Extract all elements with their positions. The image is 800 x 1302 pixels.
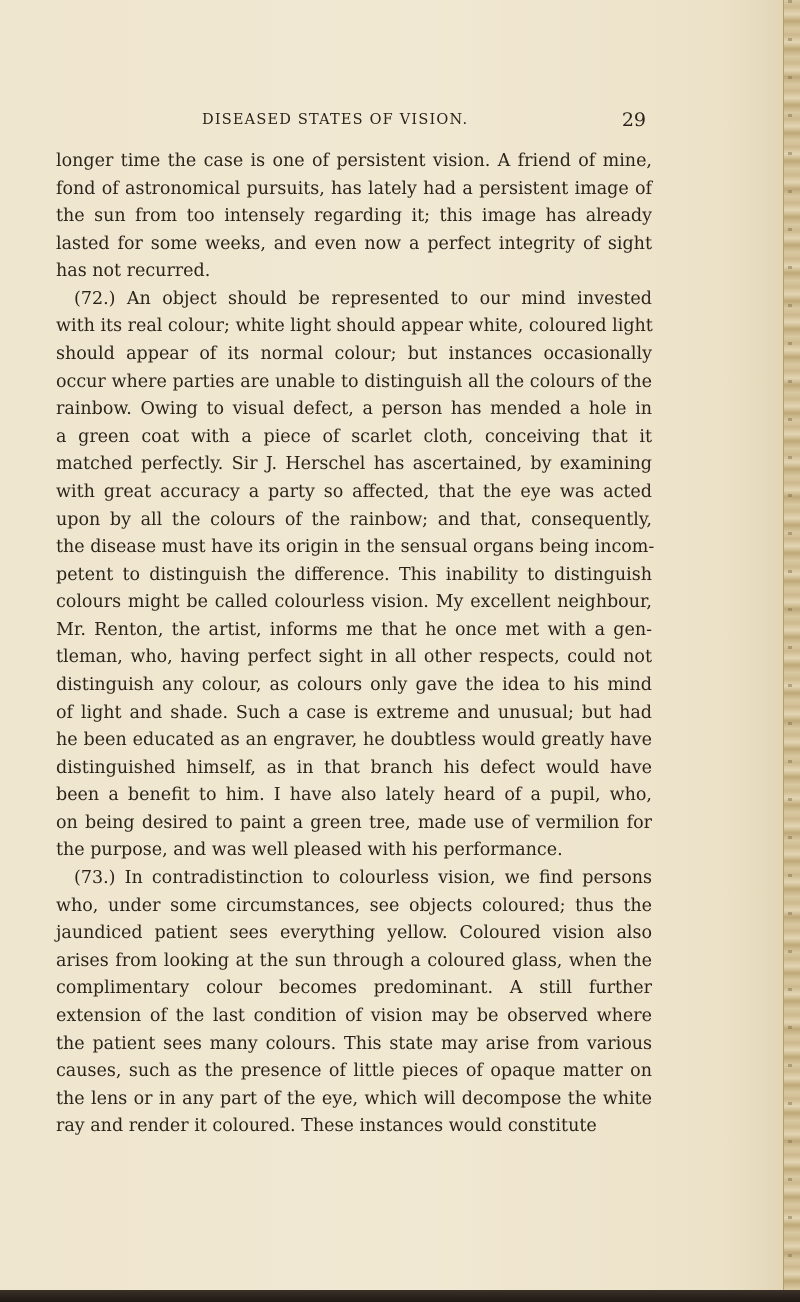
text-line: a green coat with a piece of scarlet cloth, conceiving that it <box>56 426 652 447</box>
text-line: he been educated as an engraver, he doubtless would greatly have <box>56 730 652 751</box>
page-number: 29 <box>621 109 646 131</box>
text-line: petent to distinguish the difference. This inability to distinguish <box>56 564 652 585</box>
text-line: fond of astronomical pursuits, has lately had a persistent image of <box>56 178 652 199</box>
text-line: distinguish any colour, as colours only gave the idea to his mind <box>56 674 652 695</box>
text-line: complimentary colour becomes predominant. A still further <box>56 978 652 999</box>
text-line: rainbow. Owing to visual defect, a person has mended a hole in <box>56 399 652 420</box>
text-line: Mr. Renton, the artist, informs me that he once met with a gen- <box>56 619 652 640</box>
text-line: with its real colour; white light should appear white, coloured light <box>56 316 653 337</box>
text-line: extension of the last condition of vision may be observed where <box>56 1005 652 1026</box>
paragraph-start-line: (73.) In contradistinction to colourless vision, we find persons <box>74 868 652 889</box>
text-line: who, under some circumstances, see objects coloured; thus the <box>56 895 652 916</box>
paragraph-start-line: (72.) An object should be represented to our mind invested <box>74 288 652 309</box>
text-line: colours might be called colourless vision. My excellent neighbour, <box>56 592 652 613</box>
text-line: lasted for some weeks, and even now a perfect integrity of sight <box>56 233 652 254</box>
text-line: of light and shade. Such a case is extreme and unusual; but had <box>56 702 652 723</box>
page-header <box>56 109 646 136</box>
text-line: tleman, who, having perfect sight in all other respects, could not <box>56 647 652 668</box>
text-line: distinguished himself, as in that branch his defect would have <box>56 757 652 778</box>
text-line: arises from looking at the sun through a coloured glass, when the <box>56 950 652 971</box>
text-line: the patient sees many colours. This state may arise from various <box>56 1033 652 1054</box>
text-line: with great accuracy a party so affected, that the eye was acted <box>56 481 652 502</box>
text-line: should appear of its normal colour; but instances occasionally <box>56 344 652 365</box>
text-line: longer time the case is one of persistent vision. A friend of mine, <box>56 151 652 171</box>
text-line: jaundiced patient sees everything yellow. Coloured vision also <box>56 923 652 944</box>
text-line: has not recurred. <box>56 261 211 282</box>
text-line: the lens or in any part of the eye, which will decompose the white <box>56 1088 652 1109</box>
bottom-shadow-band <box>0 1290 800 1302</box>
text-line: occur where parties are unable to distinguish all the colours of the <box>56 371 652 392</box>
text-line: the purpose, and was well pleased with his performance. <box>56 840 563 861</box>
text-line: ray and render it coloured. These instances would constitute <box>56 1116 597 1137</box>
page-edge-strip <box>783 0 800 1302</box>
text-line: the disease must have its origin in the sensual organs being incom- <box>56 537 655 558</box>
running-head: DISEASED STATES OF VISION. <box>202 112 469 128</box>
text-line: matched perfectly. Sir J. Herschel has ascertained, by examining <box>56 454 652 475</box>
text-line: causes, such as the presence of little pieces of opaque matter on <box>56 1061 652 1082</box>
text-line: the sun from too intensely regarding it; this image has already <box>56 206 652 227</box>
text-line: been a benefit to him. I have also lately heard of a pupil, who, <box>56 785 652 806</box>
body-text <box>56 148 655 1141</box>
text-line: upon by all the colours of the rainbow; and that, consequently, <box>56 509 652 530</box>
text-line: on being desired to paint a green tree, made use of vermilion for <box>56 812 652 833</box>
